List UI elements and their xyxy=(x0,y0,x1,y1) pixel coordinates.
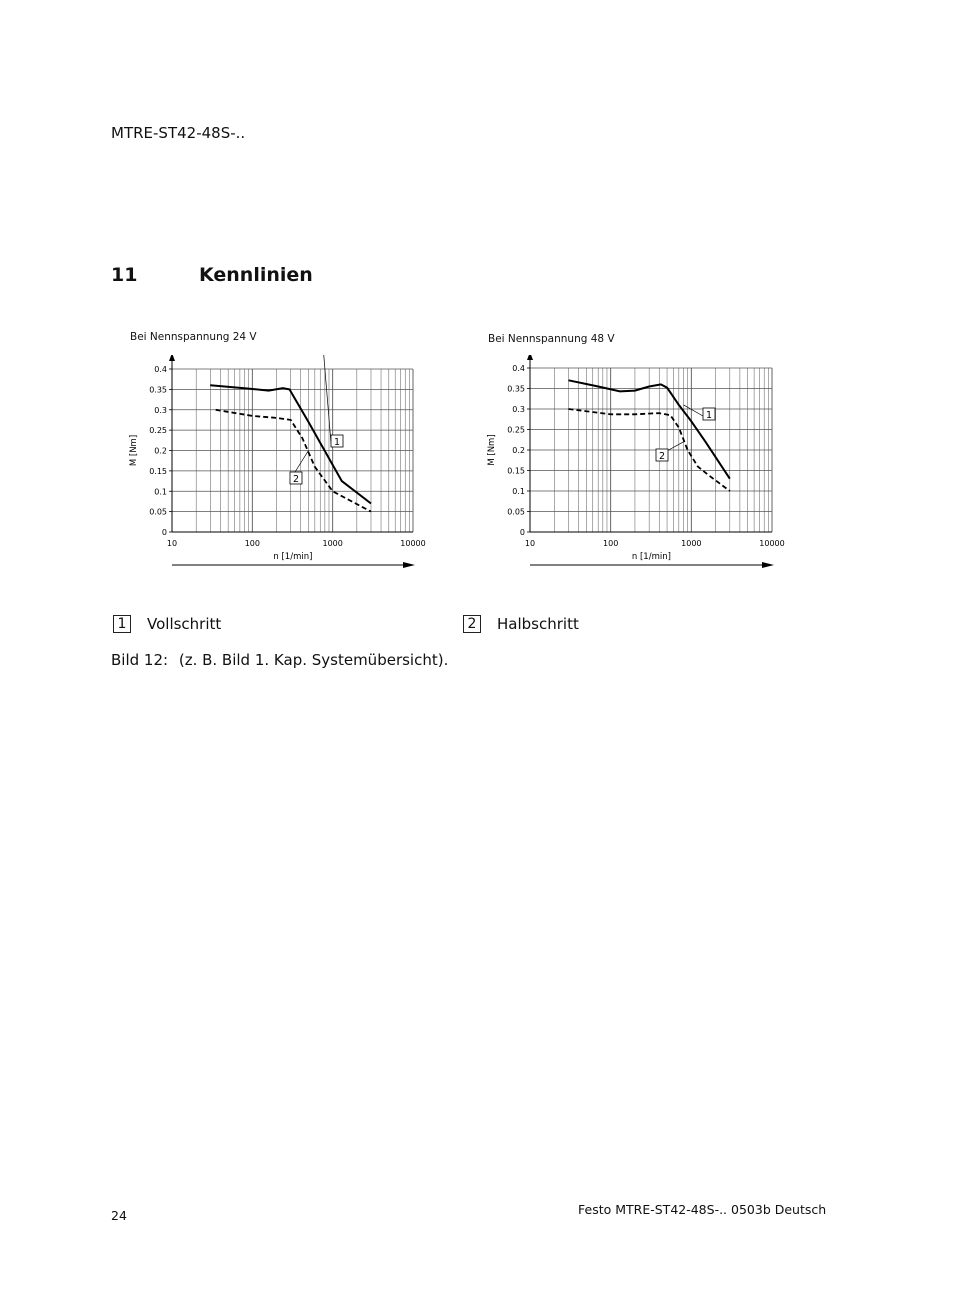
x-tick-label: 1000 xyxy=(322,539,343,548)
x-axis-label: n [1/min] xyxy=(273,552,313,562)
x-tick-label: 10 xyxy=(166,539,178,548)
x-arrow-head xyxy=(762,562,774,568)
y-tick-label: 0.15 xyxy=(149,466,167,476)
y-tick-label: 0.05 xyxy=(507,507,525,517)
y-tick-label: 0 xyxy=(519,528,525,537)
x-arrow-head xyxy=(403,562,415,568)
y-tick-label: 0.4 xyxy=(154,365,167,374)
legend-label-1: Vollschritt xyxy=(147,615,222,633)
chart-24v xyxy=(120,355,430,580)
x-tick-label: 10000 xyxy=(400,539,426,548)
chart-2-title: Bei Nennspannung 48 V xyxy=(488,333,615,345)
section-number: 11 xyxy=(111,264,138,286)
y-tick-label: 0.3 xyxy=(512,405,525,414)
y-tick-label: 0.2 xyxy=(154,446,167,456)
caption-text: (z. B. Bild 1. Kap. Systemübersicht). xyxy=(178,651,449,669)
section-title: Kennlinien xyxy=(199,264,313,286)
page-number: 24 xyxy=(111,1208,127,1223)
y-tick-label: 0.2 xyxy=(512,446,525,455)
x-tick-label: 10 xyxy=(524,539,536,548)
caption-label: Bild 12: xyxy=(111,651,169,669)
y-tick-label: 0.35 xyxy=(149,385,167,395)
y-tick-label: 0.1 xyxy=(154,487,167,497)
y-tick-label: 0.25 xyxy=(507,425,525,435)
x-tick-label: 100 xyxy=(244,539,260,548)
footer-doc: Festo MTRE-ST42-48S-.. 0503b Deutsch xyxy=(578,1202,827,1217)
series-label-2: 2 xyxy=(292,474,300,485)
x-tick-label: 100 xyxy=(603,539,619,548)
y-axis-label: M [Nm] xyxy=(487,434,497,466)
y-tick-label: 0.25 xyxy=(149,426,167,436)
document-header: MTRE-ST42-48S-.. xyxy=(111,124,246,142)
y-tick-label: 0.1 xyxy=(512,487,525,496)
chart-48v xyxy=(478,355,788,580)
chart-1-title: Bei Nennspannung 24 V xyxy=(130,331,257,343)
legend-key-1: 1 xyxy=(113,615,131,633)
legend-key-2: 2 xyxy=(463,615,481,633)
y-axis-arrow xyxy=(527,355,533,360)
series-label-1: 1 xyxy=(705,410,713,421)
y-tick-label: 0.05 xyxy=(149,507,167,517)
series-label-2: 2 xyxy=(658,451,666,462)
y-tick-label: 0.3 xyxy=(154,405,167,415)
y-tick-label: 0 xyxy=(161,528,167,537)
legend-label-2: Halbschritt xyxy=(497,615,579,633)
x-tick-label: 10000 xyxy=(759,539,785,548)
series-line-2 xyxy=(216,410,371,512)
figure-caption xyxy=(111,651,448,669)
y-axis-label: M [Nm] xyxy=(129,434,139,467)
y-tick-label: 0.4 xyxy=(512,364,525,373)
series-label-1: 1 xyxy=(333,437,341,448)
y-tick-label: 0.35 xyxy=(507,384,525,394)
y-axis-arrow xyxy=(169,355,175,361)
x-axis-label: n [1/min] xyxy=(631,552,671,562)
x-tick-label: 1000 xyxy=(681,539,702,548)
y-tick-label: 0.15 xyxy=(507,466,525,476)
